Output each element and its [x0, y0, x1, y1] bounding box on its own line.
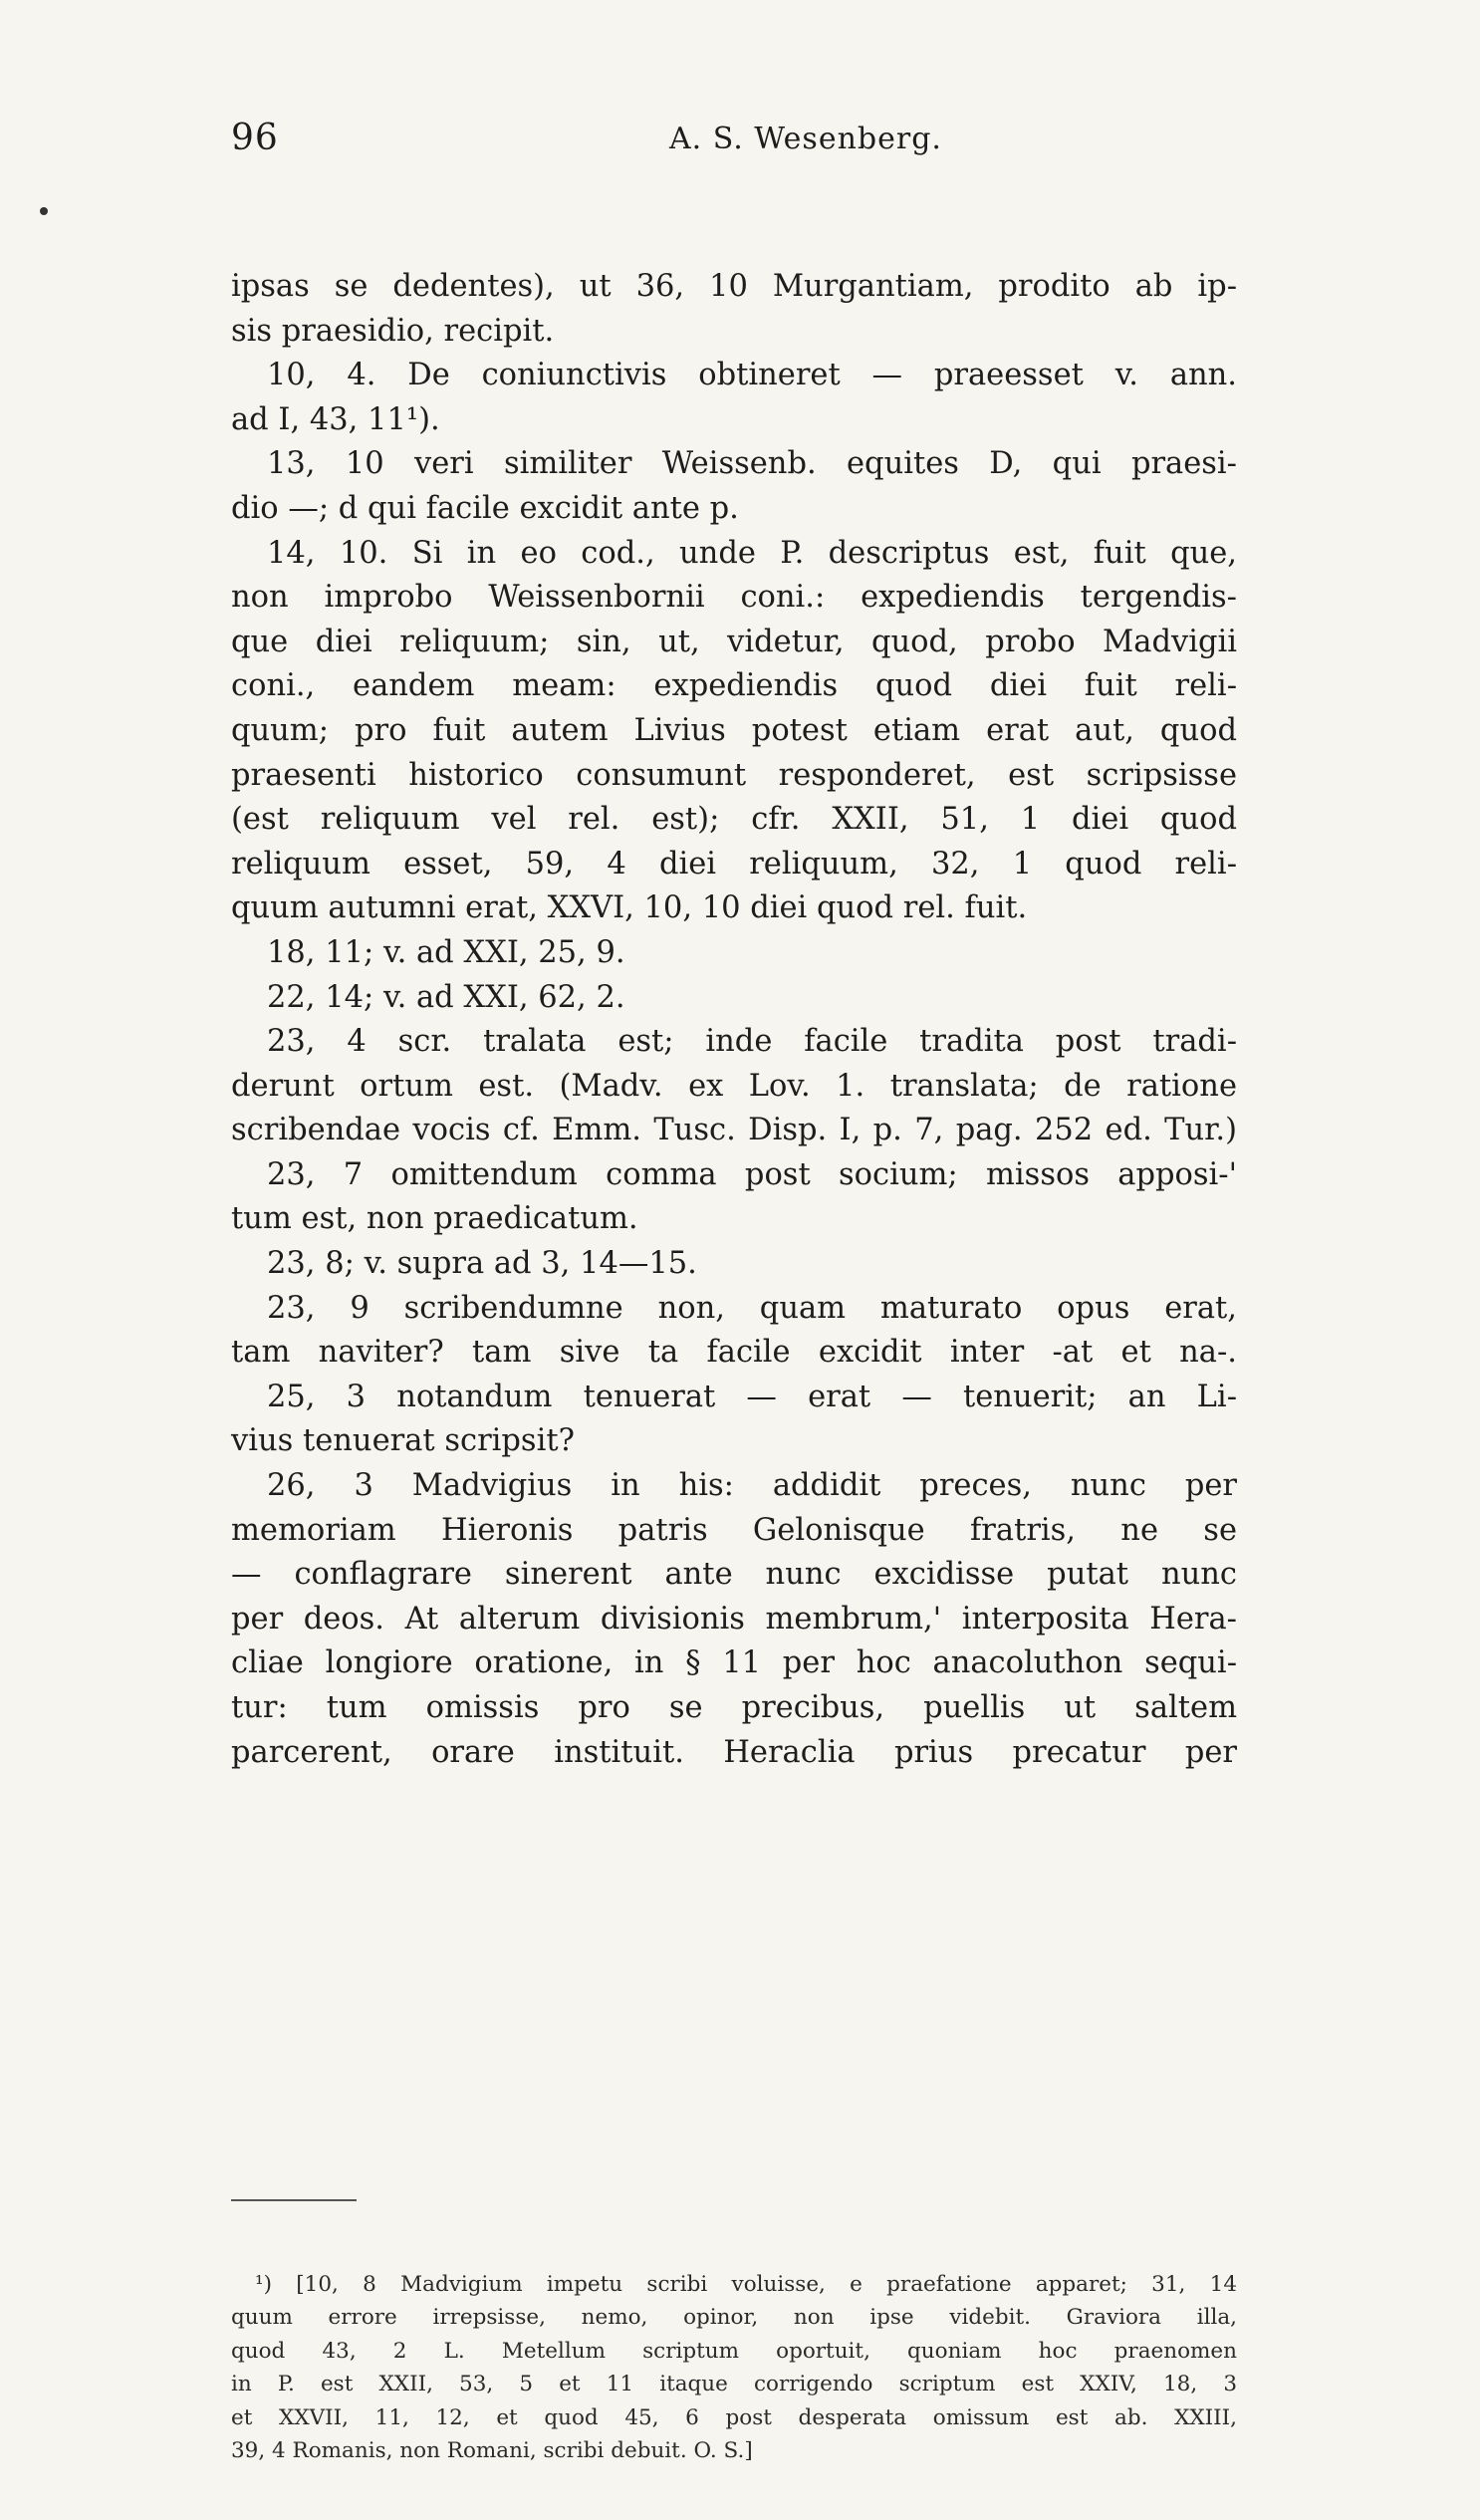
text-line: 23, 4 scr. tralata est; inde facile tradita post tradi-: [267, 1024, 1237, 1060]
text-line: 14, 10. Si in eo cod., unde P. descriptus est, fuit que,: [267, 535, 1237, 571]
text-line: 26, 3 Madvigius in his: addidit preces, nunc per: [267, 1468, 1237, 1504]
main-text: [231, 265, 1237, 1775]
footnote-line: quod 43, 2 L. Metellum scriptum oportuit, quoniam hoc praenomen: [231, 2338, 1237, 2364]
footnotes: [231, 2268, 1237, 2467]
text-line: praesenti historico consumunt responderet, est scripsisse: [231, 757, 1237, 793]
running-head: A. S. Wesenberg.: [669, 122, 942, 156]
page-header: [231, 118, 1247, 177]
text-line: ad I, 43, 11¹).: [231, 401, 440, 437]
text-line: 23, 9 scribendumne non, quam maturato opus erat,: [267, 1290, 1237, 1326]
text-line: reliquum esset, 59, 4 diei reliquum, 32, 1 quod reli-: [231, 846, 1237, 882]
text-line: vius tenuerat scripsit?: [231, 1423, 575, 1459]
text-line: dio —; d qui facile excidit ante p.: [231, 490, 739, 526]
text-line: tum est, non praedicatum.: [231, 1201, 638, 1237]
text-line: ipsas se dedentes), ut 36, 10 Murgantiam, prodito ab ip-: [231, 269, 1237, 304]
page-number: 96: [231, 118, 279, 158]
footnote-divider: [231, 2199, 357, 2201]
footnote-line: in P. est XXII, 53, 5 et 11 itaque corrigendo scriptum est XXIV, 18, 3: [231, 2372, 1237, 2397]
text-line: 23, 8; v. supra ad 3, 14—15.: [267, 1246, 697, 1282]
text-line: 10, 4. De coniunctivis obtineret — praeesset v. ann.: [267, 358, 1237, 393]
text-line: derunt ortum est. (Madv. ex Lov. 1. translata; de ratione: [231, 1068, 1237, 1104]
text-line: per deos. At alterum divisionis membrum,' interposita Hera-: [231, 1601, 1237, 1637]
text-line: non improbo Weissenbornii coni.: expediendis tergendis-: [231, 580, 1237, 616]
text-line: tur: tum omissis pro se precibus, puellis ut saltem: [231, 1690, 1237, 1725]
text-line: parcerent, orare instituit. Heraclia prius precatur per: [231, 1734, 1237, 1770]
text-line: scribendae vocis cf. Emm. Tusc. Disp. I, p. 7, pag. 252 ed. Tur.): [231, 1113, 1237, 1148]
text-line: quum; pro fuit autem Livius potest etiam erat aut, quod: [231, 712, 1237, 748]
footnote-line: quum errore irrepsisse, nemo, opinor, non ipse videbit. Graviora illa,: [231, 2305, 1237, 2331]
text-line: 13, 10 veri similiter Weissenb. equites D, qui praesi-: [267, 446, 1237, 482]
text-line: 22, 14; v. ad XXI, 62, 2.: [267, 979, 625, 1015]
text-line: 25, 3 notandum tenuerat — erat — tenuerit; an Li-: [267, 1379, 1237, 1414]
text-line: memoriam Hieronis patris Gelonisque fratris, ne se: [231, 1512, 1237, 1548]
text-line: cliae longiore oratione, in § 11 per hoc anacoluthon sequi-: [231, 1645, 1237, 1681]
footnote-line: 39, 4 Romanis, non Romani, scribi debuit. O. S.]: [231, 2438, 753, 2464]
footnote-line: et XXVII, 11, 12, et quod 45, 6 post desperata omissum est ab. XXIII,: [231, 2404, 1237, 2430]
text-line: — conflagrare sinerent ante nunc excidisse putat nunc: [231, 1557, 1237, 1593]
text-line: 23, 7 omittendum comma post socium; missos apposi-': [267, 1156, 1237, 1192]
text-line: quum autumni erat, XXVI, 10, 10 diei quod rel. fuit.: [231, 890, 1028, 926]
text-line: (est reliquum vel rel. est); cfr. XXII, 51, 1 diei quod: [231, 802, 1237, 838]
text-line: coni., eandem meam: expediendis quod diei fuit reli-: [231, 668, 1237, 704]
text-line: tam naviter? tam sive ta facile excidit inter -at et na-.: [231, 1335, 1237, 1371]
text-line: sis praesidio, recipit.: [231, 313, 555, 349]
footnote-line: ¹) [10, 8 Madvigium impetu scribi voluisse, e praefatione apparet; 31, 14: [255, 2272, 1237, 2297]
text-line: 18, 11; v. ad XXI, 25, 9.: [267, 934, 625, 970]
margin-dot: [40, 207, 48, 215]
text-line: que diei reliquum; sin, ut, videtur, quod, probo Madvigii: [231, 624, 1237, 659]
